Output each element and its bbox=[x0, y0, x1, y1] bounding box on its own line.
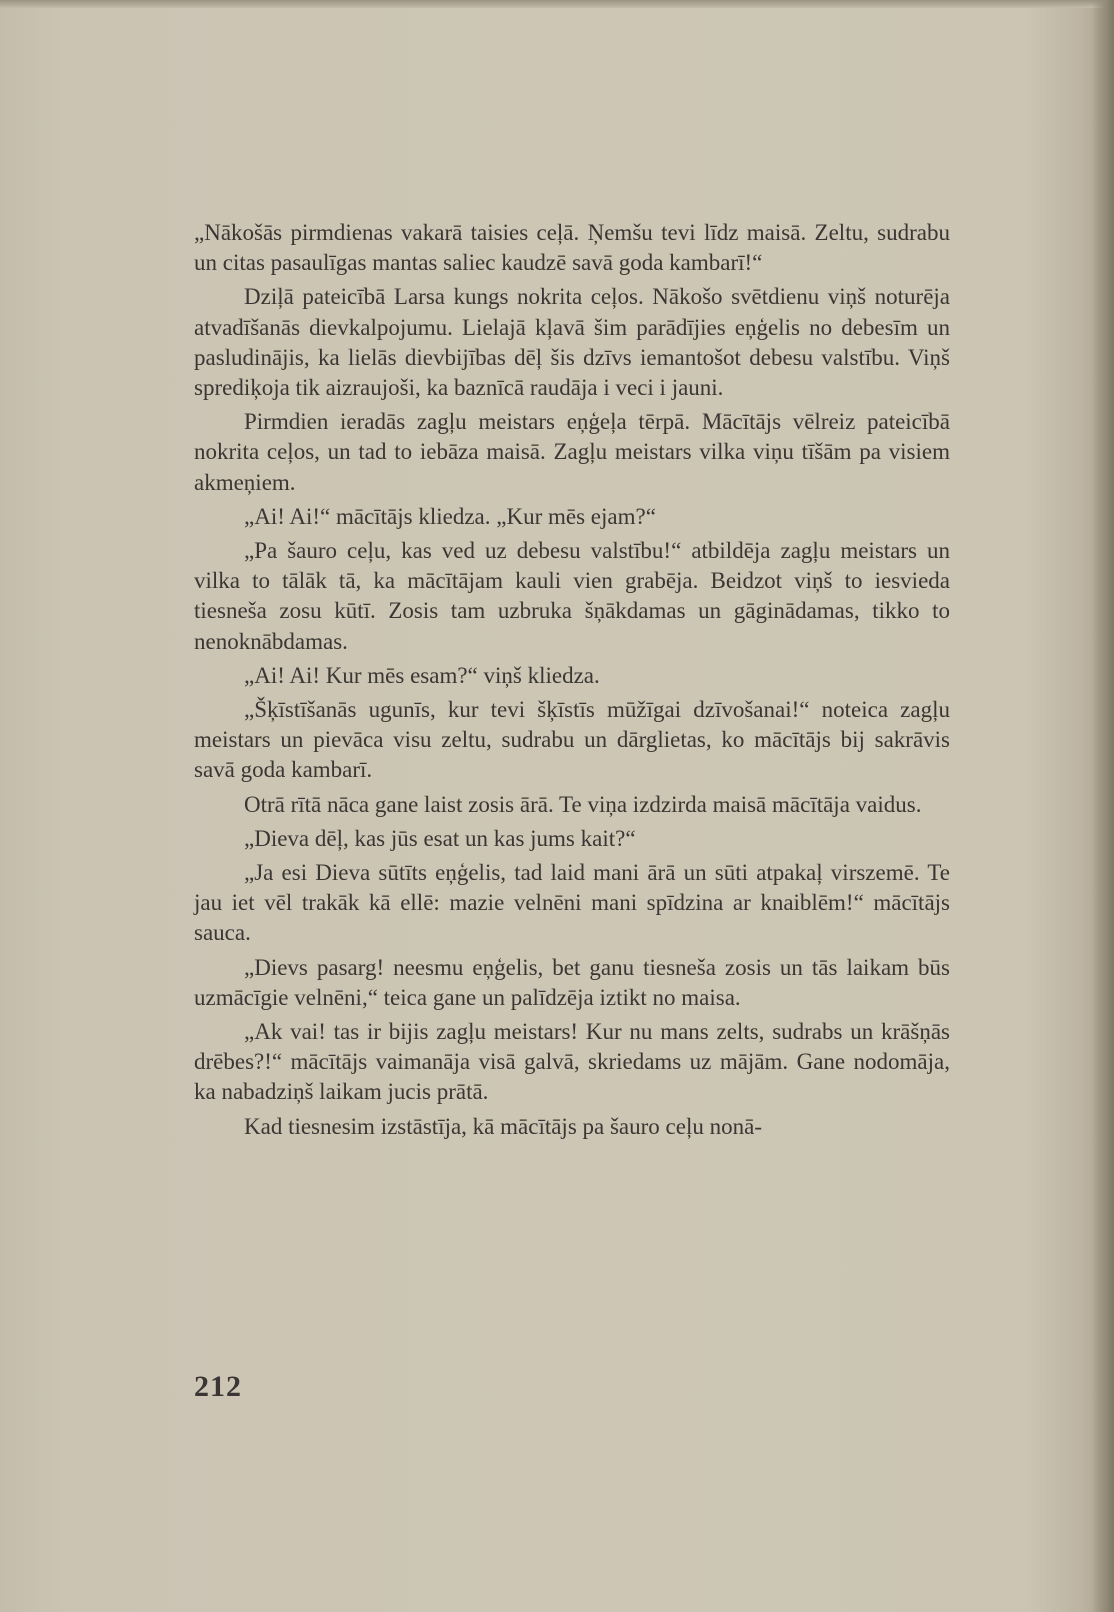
page-binding-shadow bbox=[1092, 0, 1114, 1612]
paragraph: „Dievs pasarg! neesmu eņģelis, bet ganu tiesneša zosis un tās laikam būs uzmācīgie velnēni,“ teica gane un palīdzēja iztikt no maisa. bbox=[194, 954, 950, 1010]
page-top-edge bbox=[0, 0, 1114, 8]
paragraph: Dziļā pateicībā Larsa kungs nokrita ceļos. Nākošo svētdienu viņš noturēja atvadīšanās dievkalpojumu. Lielajā kļavā šim parādījies eņģelis no debesīm un pasludinājis, ka lielās dievbijības dēļ šis dzīvs iemantošot debesu valstību. Viņš sprediķoja tik aizraujoši, ka baznīcā raudāja i veci i jauni. bbox=[194, 284, 950, 401]
paragraph: „Nākošās pirmdienas vakarā taisies ceļā. Ņemšu tevi līdz maisā. Zeltu, sudrabu un citas pasaulīgas mantas saliec kaudzē savā goda kambarī!“ bbox=[194, 220, 950, 276]
paragraph: „Dieva dēļ, kas jūs esat un kas jums kait?“ bbox=[244, 825, 636, 851]
paragraph: Pirmdien ieradās zagļu meistars eņģeļa tērpā. Mācītājs vēlreiz pateicībā nokrita ceļos, un tad to iebāza maisā. Zagļu meistars vilka viņu tīšām pa visiem akmeņiem. bbox=[194, 409, 950, 495]
paragraph: „Ai! Ai! Kur mēs esam?“ viņš kliedza. bbox=[244, 662, 600, 688]
paragraph: „Šķīstīšanās ugunīs, kur tevi šķīstīs mūžīgai dzīvošanai!“ noteica zagļu meistars un pievāca visu zeltu, sudrabu un dārglietas, ko mācītājs bij sakrāvis savā goda kambarī. bbox=[194, 697, 950, 783]
paragraph: Kad tiesnesim izstāstīja, kā mācītājs pa šauro ceļu nonā- bbox=[244, 1113, 762, 1139]
paragraph: „Pa šauro ceļu, kas ved uz debesu valstību!“ atbildēja zagļu meistars un vilka to tālāk tā, ka mācītājam kauli vien grabēja. Beidzot viņš to iesvieda tiesneša zosu kūtī. Zosis tam uzbruka šņākdamas un gāginādamas, tikko to nenoknābdamas. bbox=[194, 538, 950, 654]
paragraph: „Ja esi Dieva sūtīts eņģelis, tad laid mani ārā un sūti atpakaļ virszemē. Te jau iet vēl trakāk kā ellē: mazie velnēni mani spīdzina ar knaiblēm!“ mācītājs sauca. bbox=[194, 860, 950, 946]
body-text bbox=[194, 218, 950, 1146]
paragraph: „Ak vai! tas ir bijis zagļu meistars! Kur nu mans zelts, sudrabs un krāšņās drēbes?!“ mācītājs vaimanāja visā galvā, skriedams uz mājām. Gane nodomāja, ka nabadziņš laikam jucis prātā. bbox=[194, 1019, 950, 1105]
paragraph: „Ai! Ai!“ mācītājs kliedza. „Kur mēs ejam?“ bbox=[244, 503, 656, 529]
paragraph: Otrā rītā nāca gane laist zosis ārā. Te viņa izdzirda maisā mācītāja vaidus. bbox=[244, 791, 922, 817]
page-number: 212 bbox=[194, 1370, 242, 1403]
